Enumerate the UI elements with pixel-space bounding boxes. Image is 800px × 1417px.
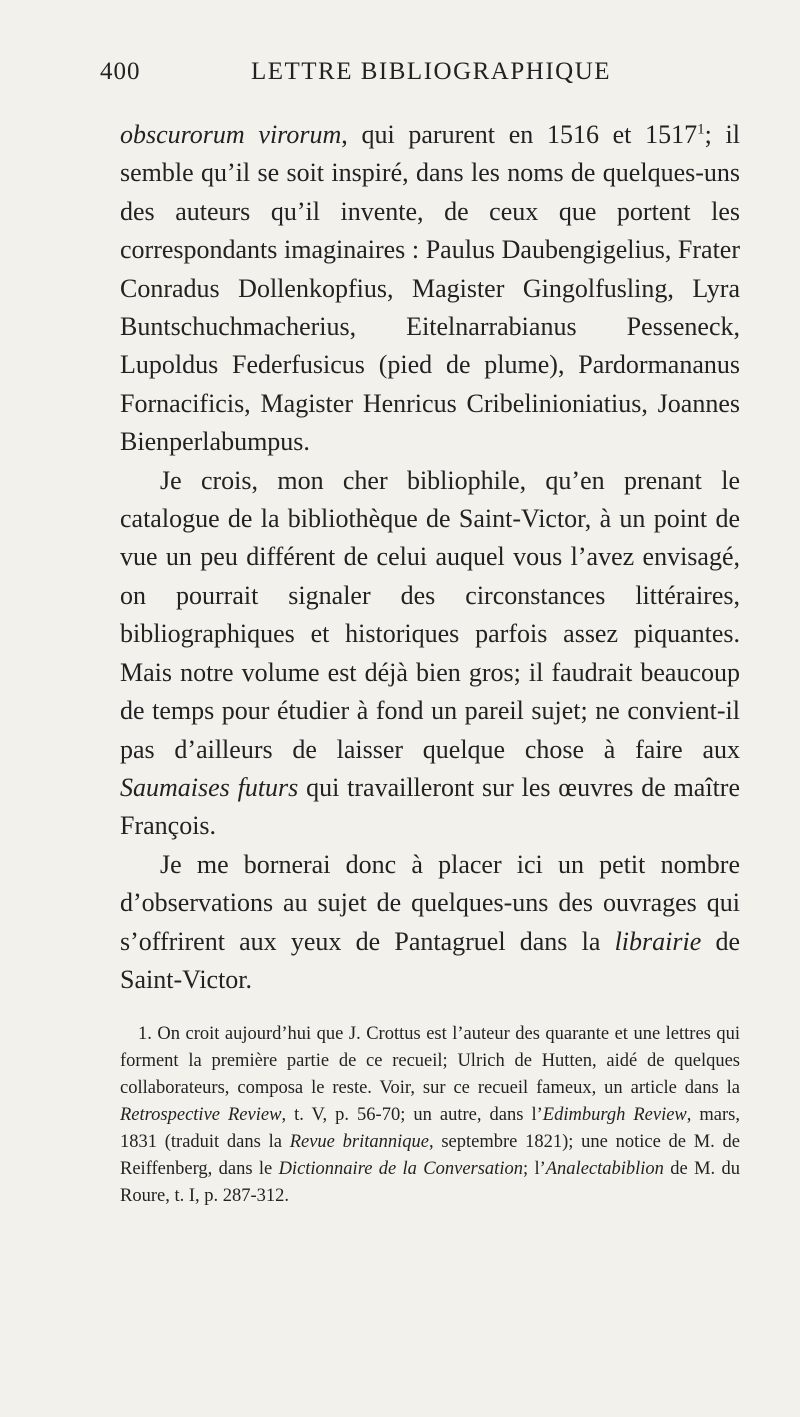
italic-text: Retrospective Review: [120, 1105, 282, 1126]
text-run: , septembre 1821); une notice de M. de Reiffenberg, dans le: [120, 1132, 741, 1180]
text-run: Je crois, mon cher bibliophile, qu’en prenant le catalogue de la bibliothèque de Saint-Victor, à un point de vue un peu différent de celui auquel vous l’avez envisagé, on pourrait signaler des circonstances littéraires, bibliographiques et historiques parfois assez piquantes. Mais notre volume est déjà bien gros; il faudrait beaucoup de temps pour étudier à fond un pareil sujet; ne convient-il pas d’ailleurs de laisser quelque chose à faire aux: [120, 465, 740, 764]
text-run: , mars, 1831 (traduit dans la: [120, 1105, 740, 1153]
footnote: [120, 1021, 740, 1210]
italic-text: Revue britannique: [289, 1132, 429, 1153]
page-number: 400: [100, 58, 141, 85]
text-run: Je me bornerai donc à placer ici un petit nombre d’observations au sujet de quelques-uns des ouvrages qui s’offrirent aux yeux de Pantagruel dans la: [120, 849, 740, 956]
paragraph: [120, 116, 740, 462]
running-header: [100, 58, 740, 98]
running-title: LETTRE BIBLIOGRAPHIQUE: [250, 58, 612, 85]
text-run: de Saint-Victor.: [120, 926, 740, 994]
paragraph: [120, 846, 740, 1000]
text-run: , t. V, p. 56-70; un autre, dans l’: [281, 1105, 543, 1126]
italic-text: obscurorum virorum: [120, 120, 342, 149]
main-text: [120, 116, 740, 999]
italic-text: Dictionnaire de la Conversation: [278, 1159, 523, 1180]
italic-text: Saumaises futurs: [120, 772, 299, 802]
italic-text: Analectabiblion: [545, 1159, 664, 1180]
footnotes: [120, 1021, 740, 1210]
footnote-ref: 1: [697, 121, 705, 138]
text-run: 1. On croit aujourd’hui que J. Crottus est l’auteur des quarante et une lettres qui forment la première partie de ce recueil; Ulrich de Hutten, aidé de quelques collaborateurs, composa le reste. Voir, sur ce recueil fameux, un article dans la: [120, 1024, 740, 1099]
paragraph: [120, 462, 740, 846]
text-run: , qui parurent en 1516 et 1517: [341, 120, 698, 149]
text-run: de M. du Roure, t. I, p. 287-312.: [120, 1159, 740, 1207]
text-run: qui travailleront sur les œuvres de maître François.: [120, 772, 740, 841]
text-run: ; l’: [522, 1159, 546, 1180]
italic-text: librairie: [614, 926, 702, 956]
text-run: ; il semble qu’il se soit inspiré, dans les noms de quelques-uns des auteurs qu’il invente, de ceux que portent les correspondants imaginaires : Paulus Daubengigelius, Frater Conradus Dollenkopfius, Magister Gingolfusling, Lyra Buntschuchmacherius, Eitelnarrabianus Pesseneck, Lupoldus Federfusicus (pied de plume), Pardormananus Fornacificis, Magister Henricus Cribelinioniatius, Joannes Bienperlabumpus.: [120, 120, 741, 457]
italic-text: Edimburgh Review: [542, 1105, 687, 1126]
